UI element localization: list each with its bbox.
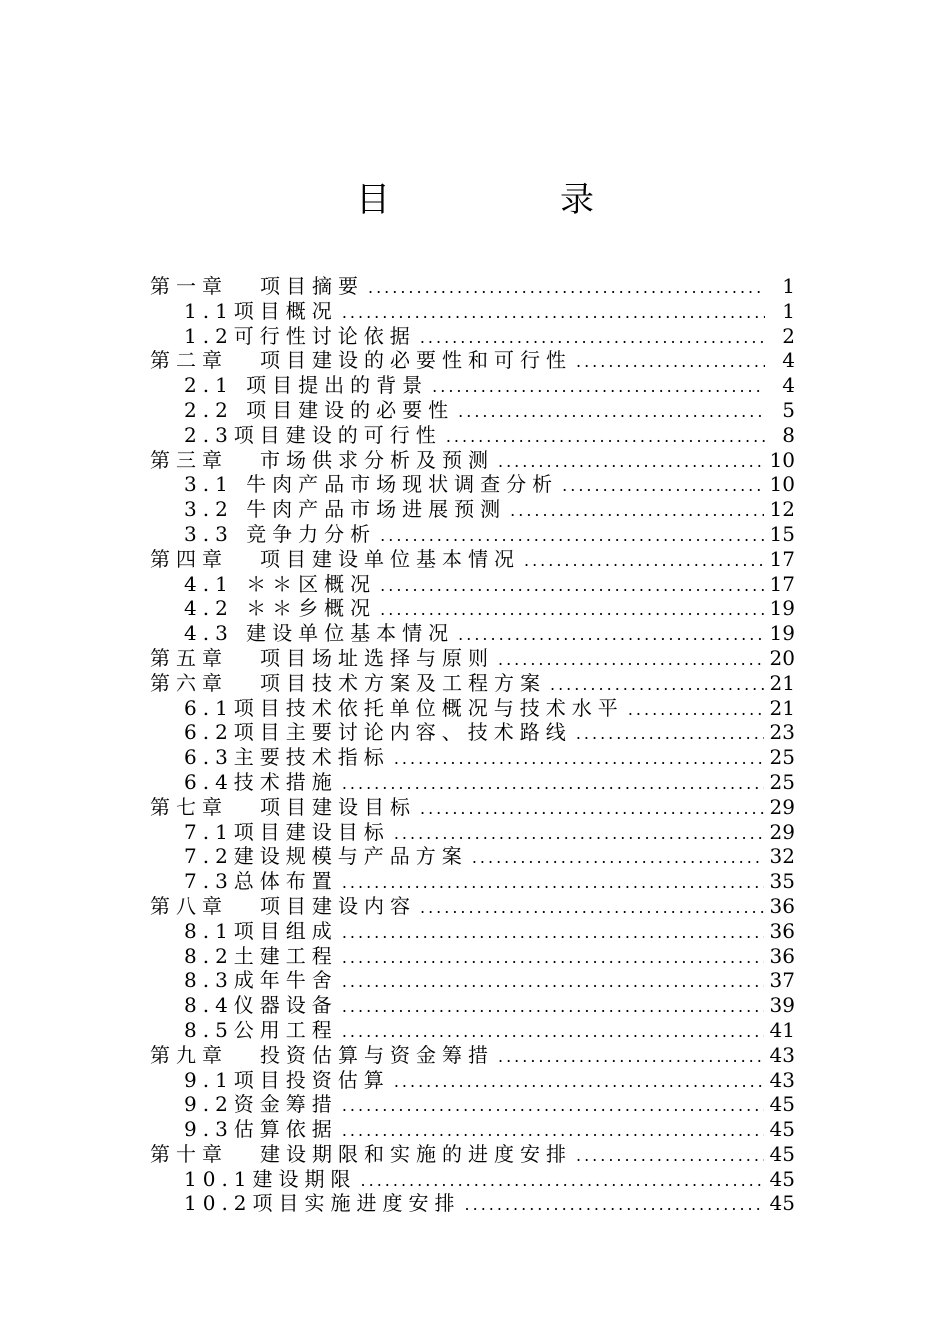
table-of-contents	[150, 274, 795, 1216]
toc-entry-label: 8.1项目组成	[184, 918, 338, 943]
toc-section-entry[interactable]	[150, 472, 795, 497]
toc-section-entry[interactable]	[150, 968, 795, 993]
toc-section-entry[interactable]	[150, 324, 795, 349]
toc-page-number: 21	[769, 695, 795, 720]
dot-leader	[394, 822, 764, 847]
toc-chapter-title: 项目技术方案及工程方案	[260, 670, 546, 695]
toc-page-number: 2	[782, 323, 795, 348]
toc-entry-label: 10.2项目实施进度安排	[184, 1191, 461, 1216]
toc-chapter-number: 第一章	[150, 274, 228, 298]
toc-entry-label: 3.1 牛肉产品市场现状调查分析	[184, 472, 559, 497]
toc-entry-label: 2.1 项目提出的背景	[184, 373, 429, 398]
toc-chapter-number: 第九章	[150, 1042, 228, 1067]
toc-section-entry[interactable]	[150, 299, 795, 324]
dot-leader	[576, 1144, 764, 1169]
toc-section-entry[interactable]	[150, 1068, 795, 1093]
dot-leader	[576, 350, 765, 375]
toc-chapter-entry[interactable]	[150, 274, 795, 299]
page-title: 目 录	[356, 180, 662, 220]
toc-chapter-number: 第二章	[150, 348, 228, 373]
dot-leader	[510, 499, 763, 524]
toc-entry-label: 4.2 ＊＊乡概况	[184, 596, 377, 621]
toc-entry-label	[150, 274, 364, 299]
toc-page-number: 4	[782, 348, 795, 373]
toc-page-number: 25	[769, 769, 795, 794]
dot-leader	[465, 1193, 764, 1218]
dot-leader	[628, 698, 764, 723]
toc-section-entry[interactable]	[150, 1191, 795, 1216]
toc-entry-label: 9.2资金筹措	[184, 1092, 338, 1117]
toc-page-number: 36	[769, 893, 795, 918]
toc-page-number: 19	[769, 621, 795, 646]
toc-chapter-entry[interactable]	[150, 1142, 795, 1167]
toc-entry-label	[150, 1043, 494, 1068]
toc-section-entry[interactable]	[150, 993, 795, 1018]
dot-leader	[380, 574, 763, 599]
dot-leader	[361, 1169, 764, 1194]
toc-entry-label: 7.2建设规模与产品方案	[184, 844, 468, 869]
toc-page-number: 45	[769, 1117, 795, 1142]
toc-entry-label: 3.2 牛肉产品市场进展预测	[184, 497, 507, 522]
toc-chapter-number: 第十章	[150, 1141, 228, 1166]
toc-entry-label: 1.2可行性讨论依据	[184, 323, 416, 348]
dot-leader	[562, 474, 763, 499]
toc-page-number: 43	[769, 1042, 795, 1067]
toc-page-number: 1	[782, 298, 795, 323]
dot-leader	[458, 400, 765, 425]
toc-chapter-number: 第三章	[150, 447, 228, 472]
toc-entry-label: 7.1项目建设目标	[184, 819, 390, 844]
toc-entry-label: 9.1项目投资估算	[184, 1067, 390, 1092]
toc-chapter-title: 项目建设单位基本情况	[260, 546, 520, 571]
toc-section-entry[interactable]	[150, 720, 795, 745]
dot-leader	[342, 946, 764, 971]
toc-section-entry[interactable]	[150, 1092, 795, 1117]
toc-entry-label: 2.2 项目建设的必要性	[184, 397, 455, 422]
toc-section-entry[interactable]	[150, 1167, 795, 1192]
toc-section-entry[interactable]	[150, 1018, 795, 1043]
toc-entry-label	[150, 348, 572, 373]
toc-chapter-entry[interactable]	[150, 894, 795, 919]
dot-leader	[380, 524, 763, 549]
dot-leader	[342, 871, 764, 896]
dot-leader	[472, 846, 764, 871]
toc-entry-label	[150, 448, 494, 473]
toc-page-number: 10	[769, 447, 795, 472]
dot-leader	[342, 301, 765, 326]
toc-entry-label	[150, 1142, 572, 1167]
toc-chapter-title: 项目建设目标	[260, 794, 416, 819]
toc-chapter-entry[interactable]	[150, 795, 795, 820]
dot-leader	[394, 747, 764, 772]
toc-chapter-entry[interactable]	[150, 348, 795, 373]
toc-section-entry[interactable]	[150, 621, 795, 646]
toc-entry-label: 8.3成年牛舍	[184, 968, 338, 993]
dot-leader	[342, 995, 764, 1020]
toc-page-number: 8	[782, 422, 795, 447]
toc-page-number: 19	[769, 596, 795, 621]
toc-section-entry[interactable]	[150, 820, 795, 845]
dot-leader	[342, 1094, 764, 1119]
toc-page-number: 15	[769, 521, 795, 546]
toc-page-number: 25	[769, 745, 795, 770]
toc-section-entry[interactable]	[150, 522, 795, 547]
toc-entry-label: 7.3总体布置	[184, 869, 338, 894]
toc-page-number: 1	[782, 274, 795, 298]
toc-section-entry[interactable]	[150, 596, 795, 621]
toc-entry-label: 6.4技术措施	[184, 769, 338, 794]
toc-chapter-number: 第六章	[150, 670, 228, 695]
dot-leader	[576, 722, 764, 747]
dot-leader	[498, 450, 764, 475]
toc-page-number: 29	[769, 794, 795, 819]
toc-page-number: 4	[782, 373, 795, 398]
toc-page-number: 36	[769, 943, 795, 968]
toc-entry-label	[150, 646, 494, 671]
toc-entry-label: 9.3估算依据	[184, 1117, 338, 1142]
toc-section-entry[interactable]	[150, 844, 795, 869]
toc-page-number: 41	[769, 1017, 795, 1042]
toc-chapter-entry[interactable]	[150, 547, 795, 572]
toc-page-number: 29	[769, 819, 795, 844]
toc-entry-label: 6.1项目技术依托单位概况与技术水平	[184, 695, 624, 720]
toc-entry-label	[150, 894, 416, 919]
toc-chapter-title: 项目建设内容	[260, 893, 416, 918]
toc-chapter-entry[interactable]	[150, 646, 795, 671]
toc-section-entry[interactable]	[150, 919, 795, 944]
dot-leader	[342, 772, 764, 797]
toc-page-number: 45	[769, 1092, 795, 1117]
toc-page-number: 17	[769, 546, 795, 571]
toc-entry-label	[150, 795, 416, 820]
toc-chapter-entry[interactable]	[150, 448, 795, 473]
toc-entry-label: 8.4仪器设备	[184, 993, 338, 1018]
dot-leader	[380, 598, 763, 623]
dot-leader	[368, 276, 765, 301]
dot-leader	[342, 921, 764, 946]
dot-leader	[524, 549, 764, 574]
toc-page-number: 45	[769, 1166, 795, 1191]
toc-chapter-number: 第八章	[150, 893, 228, 918]
toc-chapter-title: 项目建设的必要性和可行性	[260, 348, 572, 373]
toc-page-number: 21	[769, 670, 795, 695]
toc-page-number: 45	[769, 1191, 795, 1216]
toc-section-entry[interactable]	[150, 398, 795, 423]
toc-chapter-title: 投资估算与资金筹措	[260, 1042, 494, 1067]
dot-leader	[498, 1045, 764, 1070]
toc-entry-label: 10.1建设期限	[184, 1166, 357, 1191]
toc-entry-label: 8.2土建工程	[184, 943, 338, 968]
dot-leader	[432, 375, 765, 400]
toc-entry-label	[150, 671, 546, 696]
toc-entry-label: 4.1 ＊＊区概况	[184, 571, 377, 596]
toc-entry-label: 6.3主要技术指标	[184, 745, 390, 770]
toc-section-entry[interactable]	[150, 572, 795, 597]
toc-entry-label: 6.2项目主要讨论内容、技术路线	[184, 720, 572, 745]
toc-page-number: 23	[769, 720, 795, 745]
dot-leader	[394, 1070, 764, 1095]
toc-entry-label	[150, 547, 520, 572]
toc-page-number: 5	[782, 397, 795, 422]
toc-chapter-number: 第四章	[150, 546, 228, 571]
toc-chapter-title: 建设期限和实施的进度安排	[260, 1141, 572, 1166]
toc-entry-label: 8.5公用工程	[184, 1017, 338, 1042]
toc-page-number: 20	[769, 645, 795, 670]
toc-page-number: 37	[769, 968, 795, 993]
toc-page-number: 10	[769, 472, 795, 497]
dot-leader	[420, 896, 764, 921]
dot-leader	[420, 326, 765, 351]
toc-section-entry[interactable]	[150, 745, 795, 770]
toc-page-number: 45	[769, 1141, 795, 1166]
toc-page-number: 32	[769, 844, 795, 869]
toc-entry-label: 2.3项目建设的可行性	[184, 422, 442, 447]
toc-chapter-title: 项目摘要	[260, 274, 364, 298]
dot-leader	[342, 1119, 764, 1144]
toc-chapter-number: 第七章	[150, 794, 228, 819]
toc-page-number: 39	[769, 993, 795, 1018]
dot-leader	[550, 673, 764, 698]
toc-section-entry[interactable]	[150, 423, 795, 448]
toc-chapter-title: 项目场址选择与原则	[260, 645, 494, 670]
toc-page-number: 43	[769, 1067, 795, 1092]
toc-entry-label: 3.3 竞争力分析	[184, 521, 377, 546]
toc-chapter-title: 市场供求分析及预测	[260, 447, 494, 472]
dot-leader	[446, 425, 765, 450]
toc-page-number: 17	[769, 571, 795, 596]
dot-leader	[498, 648, 764, 673]
toc-page-number: 12	[769, 497, 795, 522]
toc-page-number: 36	[769, 918, 795, 943]
dot-leader	[342, 1020, 764, 1045]
toc-section-entry[interactable]	[150, 373, 795, 398]
toc-section-entry[interactable]	[150, 944, 795, 969]
toc-section-entry[interactable]	[150, 770, 795, 795]
toc-chapter-number: 第五章	[150, 645, 228, 670]
dot-leader	[342, 970, 764, 995]
toc-section-entry[interactable]	[150, 696, 795, 721]
toc-section-entry[interactable]	[150, 497, 795, 522]
toc-entry-label: 1.1项目概况	[184, 298, 338, 323]
toc-chapter-entry[interactable]	[150, 1043, 795, 1068]
dot-leader	[420, 797, 764, 822]
toc-chapter-entry[interactable]	[150, 671, 795, 696]
toc-page-number: 35	[769, 869, 795, 894]
toc-entry-label: 4.3 建设单位基本情况	[184, 621, 455, 646]
dot-leader	[458, 623, 763, 648]
toc-section-entry[interactable]	[150, 1117, 795, 1142]
toc-section-entry[interactable]	[150, 869, 795, 894]
